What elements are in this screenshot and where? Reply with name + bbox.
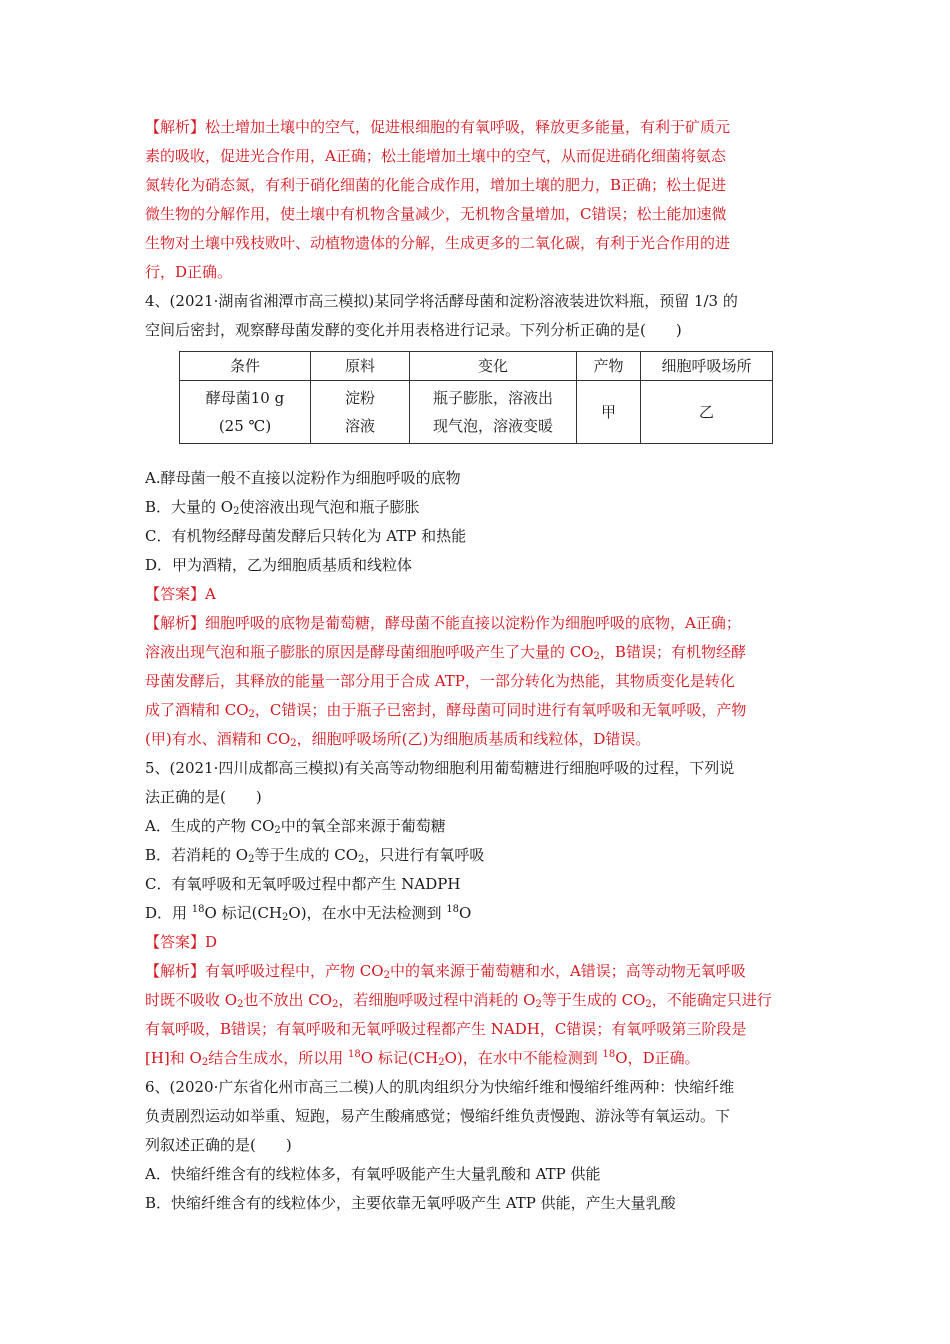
answer-label: 【答案】 xyxy=(145,933,206,951)
analysis-line: 成了酒精和 $CO_2$，C错误；由于瓶子已密封，酵母菌可同时进行有氧呼吸和无氧呼吸，产物 xyxy=(145,701,747,720)
cell-site: 乙 xyxy=(641,381,773,444)
analysis-line: 【解析】细胞呼吸的底物是葡萄糖，酵母菌不能直接以淀粉作为细胞呼吸的底物，A正确； xyxy=(145,614,741,632)
analysis-label: 【解析】 xyxy=(145,614,206,632)
header-condition: 条件 xyxy=(180,352,311,381)
analysis-line: 时既不吸收 $O_2$也不放出 $CO_2$，若细胞呼吸过程中消耗的 $O_2$等于生成的 $CO_2$，不能确定只进行 xyxy=(145,991,772,1010)
cell-condition: 酵母菌10 g (25 ℃) xyxy=(180,381,311,444)
cell-product: 甲 xyxy=(577,381,641,444)
question-stem: 法正确的是( ) xyxy=(145,788,262,806)
option-a: A．快缩纤维含有的线粒体多，有氧呼吸能产生大量乳酸和 ATP 供能 xyxy=(145,1165,601,1183)
question-stem: 6、(2020·广东省化州市高三二模)人的肌肉组织分为快缩纤维和慢缩纤维两种：快缩纤维 xyxy=(145,1078,735,1096)
answer-value: D xyxy=(205,933,218,951)
question-stem: 5、(2021·四川成都高三模拟)有关高等动物细胞利用葡萄糖进行细胞呼吸的过程，下列说 xyxy=(145,759,735,777)
experiment-table xyxy=(179,351,773,444)
option-d: D．甲为酒精，乙为细胞质基质和线粒体 xyxy=(145,556,413,574)
analysis-line: 有氧呼吸，B错误；有氧呼吸和无氧呼吸过程都产生 NADH，C错误；有氧呼吸第三阶段是 xyxy=(145,1020,747,1038)
analysis-line: 【解析】有氧呼吸过程中，产物 $CO_2$中的氧来源于葡萄糖和水，A错误；高等动物无氧呼吸 xyxy=(145,962,746,981)
analysis-label: 【解析】 xyxy=(145,118,206,136)
cell-material: 淀粉 溶液 xyxy=(311,381,410,444)
analysis-line: 母菌发酵后，其释放的能量一部分用于合成 ATP，一部分转化为热能，其物质变化是转化 xyxy=(145,672,735,690)
option-b: B．若消耗的 $O_2$等于生成的 $CO_2$，只进行有氧呼吸 xyxy=(145,846,485,865)
option-c: C．有氧呼吸和无氧呼吸过程中都产生 NADPH xyxy=(145,875,461,893)
analysis-line: (甲)有水、酒精和 $CO_2$，细胞呼吸场所(乙)为细胞质基质和线粒体，D错误。 xyxy=(145,730,651,749)
analysis-line: 氮转化为硝态氮，有利于硝化细菌的化能合成作用，增加土壤的肥力，B正确；松土促进 xyxy=(145,176,727,194)
option-b: B．快缩纤维含有的线粒体少，主要依靠无氧呼吸产生 ATP 供能，产生大量乳酸 xyxy=(145,1194,676,1212)
analysis-label: 【解析】 xyxy=(145,962,206,980)
header-material: 原料 xyxy=(311,352,410,381)
document-page xyxy=(145,113,810,1218)
option-b: B．大量的 $O_2$使溶液出现气泡和瓶子膨胀 xyxy=(145,498,420,517)
analysis-line: 微生物的分解作用，使土壤中有机物含量减少，无机物含量增加，C错误；松土能加速微 xyxy=(145,205,727,223)
option-d: D．用 $^{18}$O 标记$(CH_2O)$，在水中无法检测到 $^{18}$O xyxy=(145,904,472,923)
cell-change: 瓶子膨胀，溶液出 现气泡，溶液变暖 xyxy=(410,381,577,444)
question-stem: 空间后密封，观察酵母菌发酵的变化并用表格进行记录。下列分析正确的是( ) xyxy=(145,321,682,339)
option-a: A．生成的产物 $CO_2$中的氧全部来源于葡萄糖 xyxy=(145,817,446,836)
option-c: C．有机物经酵母菌发酵后只转化为 ATP 和热能 xyxy=(145,527,467,545)
question-stem: 4、(2021·湖南省湘潭市高三模拟)某同学将活酵母菌和淀粉溶液装进饮料瓶，预留 1/3 的 xyxy=(145,292,738,310)
header-site: 细胞呼吸场所 xyxy=(641,352,773,381)
answer-line xyxy=(145,928,810,957)
analysis-line: 溶液出现气泡和瓶子膨胀的原因是酵母菌细胞呼吸产生了大量的 $CO_2$，B错误；有机物经酵 xyxy=(145,643,746,662)
answer-value: A xyxy=(205,585,216,603)
table-row xyxy=(180,381,773,444)
answer-label: 【答案】 xyxy=(145,585,206,603)
question-stem: 列叙述正确的是( ) xyxy=(145,1136,292,1154)
analysis-line: 素的吸收，促进光合作用，A正确；松土能增加土壤中的空气，从而促进硝化细菌将氨态 xyxy=(145,147,726,165)
table-header-row xyxy=(180,352,773,381)
analysis-line: [H]和 $O_2$结合生成水，所以用 $^{18}$O 标记$(CH_2O)$，在水中不能检测到 $^{18}$O，D正确。 xyxy=(145,1049,700,1068)
analysis-line: 【解析】松土增加土壤中的空气，促进根细胞的有氧呼吸，释放更多能量，有利于矿质元 xyxy=(145,118,731,136)
question-stem: 负责剧烈运动如举重、短跑，易产生酸痛感觉；慢缩纤维负责慢跑、游泳等有氧运动。下 xyxy=(145,1107,731,1125)
option-a: A.酵母菌一般不直接以淀粉作为细胞呼吸的底物 xyxy=(145,469,461,487)
header-change: 变化 xyxy=(410,352,577,381)
answer-line xyxy=(145,580,810,609)
header-product: 产物 xyxy=(577,352,641,381)
analysis-line: 行，D正确。 xyxy=(145,263,233,281)
analysis-line: 生物对土壤中残枝败叶、动植物遗体的分解，生成更多的二氧化碳，有利于光合作用的进 xyxy=(145,234,731,252)
table-wrapper xyxy=(145,345,810,445)
